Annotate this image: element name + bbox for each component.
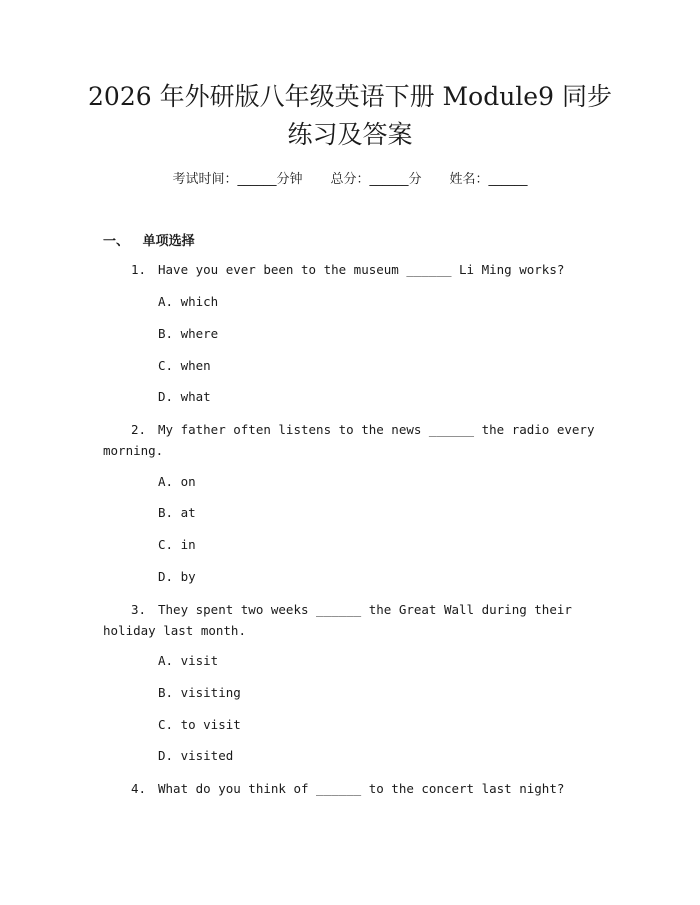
option-3b: B. visiting <box>158 685 241 700</box>
question-text: My father often listens to the news ______ the radio every morning. <box>103 422 595 458</box>
time-blank: ______ <box>237 172 277 187</box>
score-unit: 分 <box>408 172 422 187</box>
title-line-2: 练习及答案 <box>287 120 413 149</box>
question-text: What do you think of ______ to the concert last night? <box>158 781 565 796</box>
section-title: 单项选择 <box>142 234 195 249</box>
option-2c: C. in <box>158 537 196 552</box>
question-3 <box>103 599 598 641</box>
option-2b: B. at <box>158 505 196 520</box>
score-label: 总分： <box>330 172 370 187</box>
name-blank: ______ <box>488 172 528 187</box>
option-3a: A. visit <box>158 653 219 668</box>
question-4 <box>103 778 598 799</box>
question-number: 4. <box>131 781 147 796</box>
exam-info-line <box>0 168 700 187</box>
option-1b: B. where <box>158 326 219 341</box>
question-text: Have you ever been to the museum ______ Li Ming works? <box>158 262 565 277</box>
score-blank: ______ <box>369 172 409 187</box>
option-3d: D. visited <box>158 748 234 763</box>
option-1c: C. when <box>158 358 211 373</box>
question-number: 1. <box>131 262 147 277</box>
option-2d: D. by <box>158 569 196 584</box>
option-3c: C. to visit <box>158 717 241 732</box>
question-1 <box>103 259 598 280</box>
option-2a: A. on <box>158 474 196 489</box>
title-line-1: 2026 年外研版八年级英语下册 Module9 同步 <box>88 82 612 111</box>
time-label: 考试时间： <box>172 172 238 187</box>
option-1a: A. which <box>158 294 219 309</box>
time-unit: 分钟 <box>276 172 303 187</box>
question-text: They spent two weeks ______ the Great Wall during their holiday last month. <box>103 602 572 638</box>
name-label: 姓名： <box>449 172 489 187</box>
question-number: 2. <box>131 422 147 437</box>
section-heading <box>103 230 195 249</box>
document-title <box>0 78 700 154</box>
section-number: 一、 <box>103 234 130 249</box>
question-2 <box>103 419 598 461</box>
question-number: 3. <box>131 602 147 617</box>
option-1d: D. what <box>158 389 211 404</box>
